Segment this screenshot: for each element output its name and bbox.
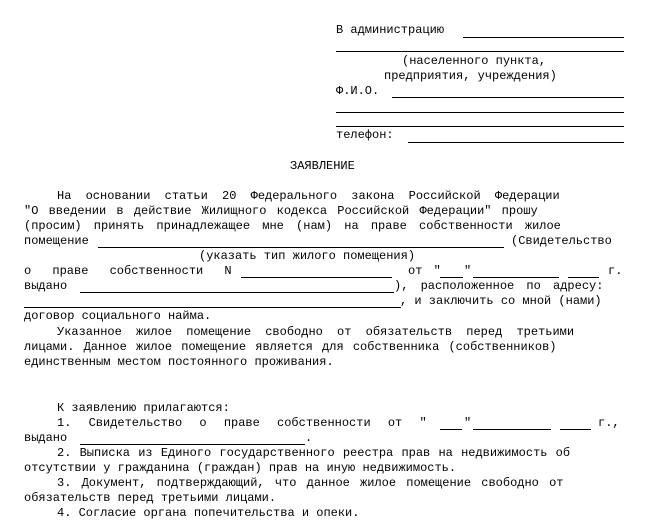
ownership-cert-label: о праве собственности N: [24, 264, 232, 278]
document-title: ЗАЯВЛЕНИЕ: [290, 159, 355, 173]
attachment-2-line2: отсутствии у гражданина (граждан) прав на иную недвижимость.: [24, 461, 457, 475]
fio-field[interactable]: [392, 97, 624, 98]
fio-field-line3[interactable]: [336, 126, 624, 127]
attachment1-day-field[interactable]: [440, 429, 462, 430]
p1-line1: На основании статьи 20 Федерального закона Российской Федерации: [57, 189, 560, 203]
attachment-1: 1. Свидетельство о праве собственности от ": [57, 416, 427, 430]
contract-request: , и заключить со мной (нами): [400, 294, 602, 308]
issued-by-field[interactable]: [80, 292, 394, 293]
attachment1-issued-field[interactable]: [80, 444, 305, 445]
p1-line4-end: (Свидетельство: [511, 234, 612, 248]
phone-label: телефон:: [336, 128, 394, 142]
p1-line3: (просим) принять принадлежащее мне (нам) на праве собственности жилое: [24, 219, 561, 233]
attachment-4: 4. Согласие органа попечительства и опеки.: [57, 506, 360, 520]
cert-year-suffix: г.: [608, 264, 623, 278]
address-field[interactable]: [24, 307, 401, 308]
attachments-heading: К заявлению прилагаются:: [57, 401, 230, 415]
address-label: ), расположенное по адресу:: [394, 279, 604, 293]
cert-number-field[interactable]: [241, 277, 392, 278]
attachment1-quote: ": [464, 416, 472, 430]
attachment1-year-field[interactable]: [560, 429, 591, 430]
housing-type-field[interactable]: [98, 247, 504, 248]
p1-line4-start: помещение: [24, 234, 89, 248]
to-administration-label: В администрацию: [336, 23, 445, 37]
fio-label: Ф.И.О.: [336, 84, 380, 98]
attachment-3-line2: обязательств перед третьими лицами.: [24, 491, 277, 505]
p2-line2: лицами. Данное жилое помещение является для собственника (собственников): [24, 340, 557, 354]
attachment-2-line1: 2. Выписка из Единого государственного реестра прав на недвижимость об: [57, 446, 571, 460]
cert-date-quote: ": [464, 264, 472, 278]
attachment1-issued-end: .: [305, 431, 313, 445]
attachment1-issued-label: выдано: [24, 431, 68, 445]
fio-field-line2[interactable]: [336, 112, 624, 113]
contract-request-end: договор социального найма.: [24, 309, 212, 323]
attachment1-month-field[interactable]: [473, 429, 551, 430]
p1-line2: "О введении в действие Жилищного кодекса Российской Федерации" прошу: [24, 204, 538, 218]
p2-line1: Указанное жилое помещение свободно от обязательств перед третьими: [57, 325, 575, 339]
cert-month-field[interactable]: [473, 277, 559, 278]
phone-field[interactable]: [408, 142, 624, 143]
p2-line3: единственным местом постоянного проживания.: [24, 355, 334, 369]
cert-day-field[interactable]: [440, 277, 463, 278]
attachment-3-line1: 3. Документ, подтверждающий, что данное жилое помещение свободно от: [57, 476, 564, 490]
housing-type-note: (указать тип жилого помещения): [199, 249, 416, 263]
issued-label: выдано: [24, 279, 68, 293]
attachment1-year-suffix: г.,: [598, 416, 620, 430]
locality-note-line2: предприятия, учреждения): [384, 69, 557, 83]
locality-note-line1: (населенного пункта,: [402, 54, 547, 68]
cert-year-field[interactable]: [568, 277, 599, 278]
administration-field[interactable]: [463, 37, 624, 38]
administration-field-line2[interactable]: [336, 51, 624, 52]
cert-date-open: от ": [408, 264, 441, 278]
